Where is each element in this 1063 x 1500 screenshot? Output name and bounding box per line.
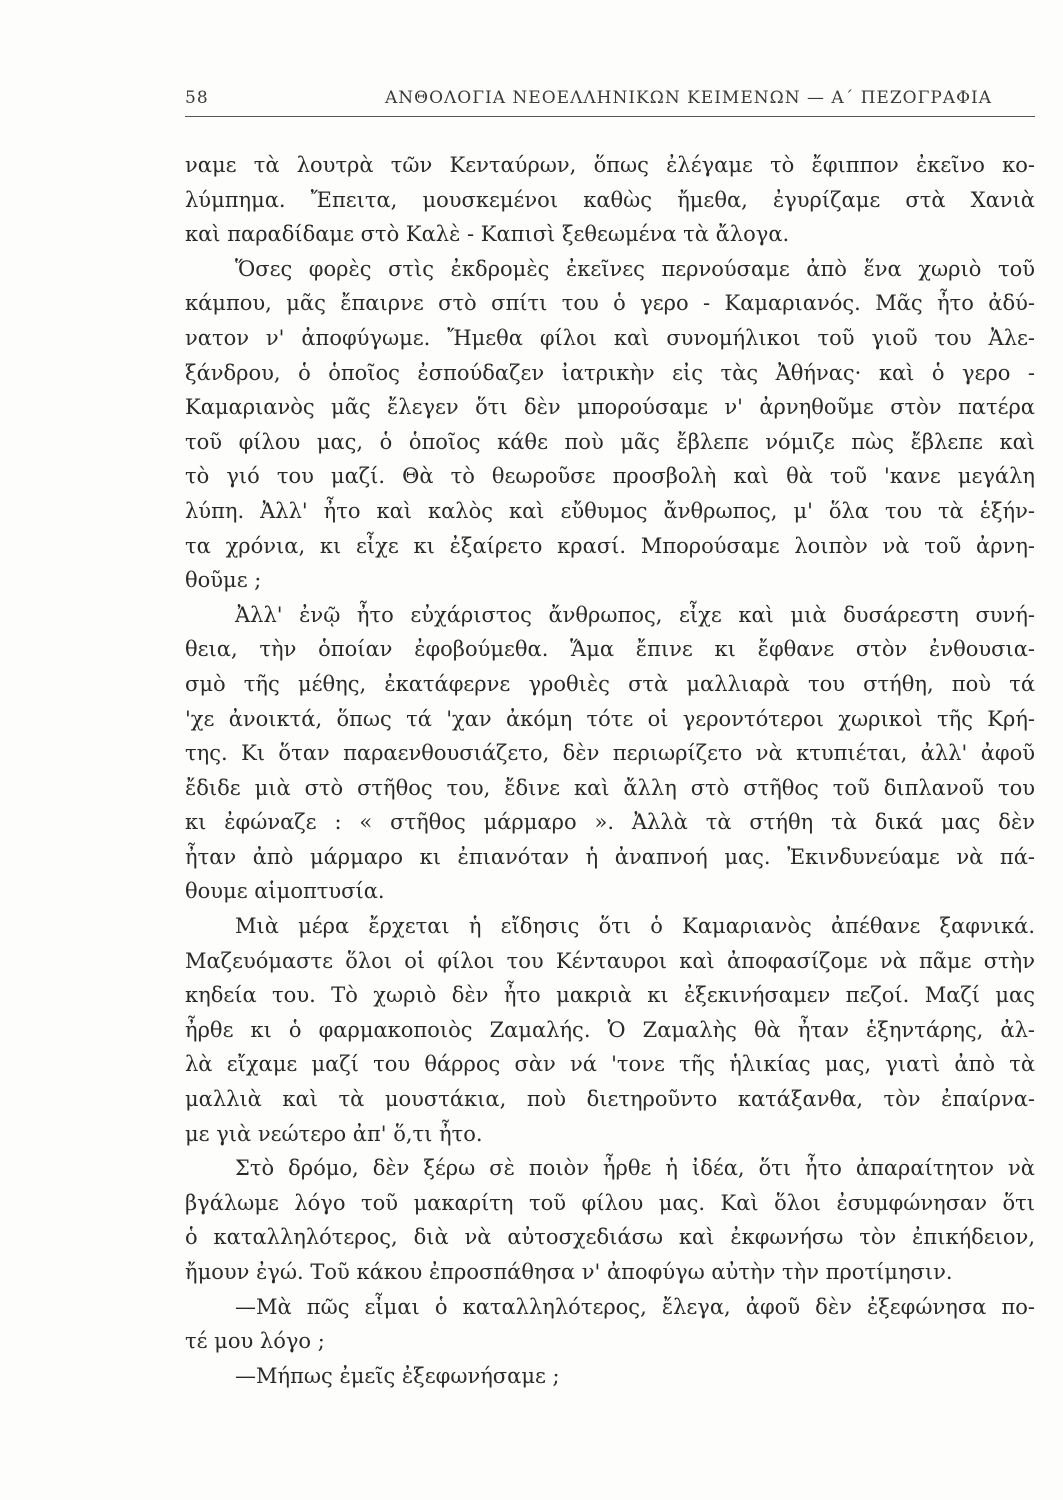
text-line: Μιὰ μέρα ἔρχεται ἡ εἴδησις ὅτι ὁ Καμαριανὸς ἀπέθανε ξαφνικά. [235,914,1035,939]
text-line: Ἀλλ' ἐνῷ ἦτο εὐχάριστος ἄνθρωπος, εἶχε καὶ μιὰ δυσάρεστη συνή- [235,602,1035,627]
text-line: ἤμουν ἐγώ. Τοῦ κάκου ἐπροσπάθησα ν' ἀποφύγω αὐτὴν τὴν προτίμησιν. [185,1260,953,1284]
text-line: σμὸ τῆς μέθης, ἐκατάφερνε γροθιὲς στὰ μαλλιαρὰ του στήθη, ποὺ τά [185,671,1035,696]
text-line: τέ μου λόγο ; [185,1329,325,1354]
running-head [185,88,1035,114]
text-line: κι ἐφώναζε : « στῆθος μάρμαρο ». Ἀλλὰ τὰ στήθη τὰ δικά μας δὲν [185,810,1035,835]
text-line: Καμαριανὸς μᾶς ἔλεγεν ὅτι δὲν μπορούσαμε ν' ἀρνηθοῦμε στὸν πατέρα [185,395,1035,420]
text-line: ἦταν ἀπὸ μάρμαρο κι ἐπιανόταν ἡ ἀναπνοή μας. Ἐκινδυνεύαμε νὰ πά- [185,844,1035,869]
text-line: λύπη. Ἀλλ' ἦτο καὶ καλὸς καὶ εὔθυμος ἄνθρωπος, μ' ὅλα του τὰ ἑξήν- [185,498,1035,523]
text-line: νατον ν' ἀποφύγωμε. Ἤμεθα φίλοι καὶ συνομήλικοι τοῦ γιοῦ του Ἀλε- [185,325,1035,350]
text-line: —Μὰ πῶς εἶμαι ὁ καταλληλότερος, ἔλεγα, ἀφοῦ δὲν ἐξεφώνησα πο- [235,1294,1035,1319]
text-line: Μαζευόμαστε ὅλοι οἱ φίλοι του Κένταυροι καὶ ἀποφασίζομε νὰ πᾶμε στὴν [185,948,1035,973]
text-line: καὶ παραδίδαμε στὸ Καλὲ - Καπισὶ ξεθεωμένα τὰ ἄλογα. [185,222,790,247]
text-line: ἔδιδε μιὰ στὸ στῆθος του, ἔδινε καὶ ἄλλη στὸ στῆθος τοῦ διπλανοῦ του [185,775,1035,800]
text-line: ξάνδρου, ὁ ὁποῖος ἐσπούδαζεν ἰατρικὴν εἰς τὰς Ἀθήνας· καὶ ὁ γερο - [185,360,1035,385]
text-line: τὸ γιό του μαζί. Θὰ τὸ θεωροῦσε προσβολὴ καὶ θὰ τοῦ 'κανε μεγάλη [185,464,1035,489]
text-line: θοῦμε ; [185,568,262,593]
text-line: λὰ εἴχαμε μαζί του θάρρος σὰν νά 'τονε τῆς ἡλικίας μας, γιατὶ ἀπὸ τὰ [185,1052,1035,1077]
text-line: θουμε αἱμοπτυσία. [185,879,385,904]
text-line: τοῦ φίλου μας, ὁ ὁποῖος κάθε ποὺ μᾶς ἔβλεπε νόμιζε πὼς ἔβλεπε καὶ [185,429,1035,454]
text-line: βγάλωμε λόγο τοῦ μακαρίτη τοῦ φίλου μας. Καὶ ὅλοι ἐσυμφώνησαν ὅτι [185,1190,1035,1215]
header-rule [185,116,1035,117]
text-line: —Μήπως ἐμεῖς ἐξεφωνήσαμε ; [235,1363,560,1388]
text-line: ἦρθε κι ὁ φαρμακοποιὸς Ζαμαλής. Ὁ Ζαμαλὴς θὰ ἦταν ἑξηντάρης, ἀλ- [185,1017,1035,1042]
text-line: τα χρόνια, κι εἶχε κι ἐξαίρετο κρασί. Μπορούσαμε λοιπὸν νὰ τοῦ ἀρνη- [185,533,1035,558]
page-number: 58 [185,88,209,108]
text-line: Ὅσες φορὲς στὶς ἐκδρομὲς ἐκεῖνες περνούσαμε ἀπὸ ἕνα χωριὸ τοῦ [235,256,1035,281]
text-line: Στὸ δρόμο, δὲν ξέρω σὲ ποιὸν ἦρθε ἡ ἰδέα, ὅτι ἦτο ἀπαραίτητον νὰ [235,1156,1035,1181]
text-line: κηδεία του. Τὸ χωριὸ δὲν ἦτο μακριὰ κι ἐξεκινήσαμεν πεζοί. Μαζί μας [185,983,1035,1008]
text-line: λύμπημα. Ἔπειτα, μουσκεμένοι καθὼς ἤμεθα, ἐγυρίζαμε στὰ Χανιὰ [185,187,1035,212]
text-line: 'χε ἀνοικτά, ὅπως τά 'χαν ἀκόμη τότε οἱ γεροντότεροι χωρικοὶ τῆς Κρή- [185,706,1035,731]
text-line: μαλλιὰ καὶ τὰ μουστάκια, ποὺ διετηροῦντο κατάξανθα, τὸν ἐπαίρνα- [185,1087,1035,1112]
running-title: ΑΝΘΟΛΟΓΙΑ ΝΕΟΕΛΛΗΝΙΚΩΝ ΚΕΙΜΕΝΩΝ — Α΄ ΠΕΖΟΓΡΑΦΙΑ [385,88,993,108]
text-line: με γιὰ νεώτερο ἀπ' ὅ,τι ἦτο. [185,1121,483,1146]
body-text [185,148,1035,1393]
text-line: θεια, τὴν ὁποίαν ἐφοβούμεθα. Ἅμα ἔπινε κι ἔφθανε στὸν ἐνθουσια- [185,637,1035,662]
text-line: ὁ καταλληλότερος, διὰ νὰ αὐτοσχεδιάσω καὶ ἐκφωνήσω τὸν ἐπικήδειον, [185,1225,1035,1250]
text-line: της. Κι ὅταν παραενθουσιάζετο, δὲν περιωρίζετο νὰ κτυπιέται, ἀλλ' ἀφοῦ [185,741,1035,766]
text-line: κάμπου, μᾶς ἔπαιρνε στὸ σπίτι του ὁ γερο - Καμαριανός. Μᾶς ἦτο ἀδύ- [185,291,1035,316]
text-line: ναμε τὰ λουτρὰ τῶν Κενταύρων, ὅπως ἐλέγαμε τὸ ἔφιππον ἐκεῖνο κο- [185,153,1035,177]
